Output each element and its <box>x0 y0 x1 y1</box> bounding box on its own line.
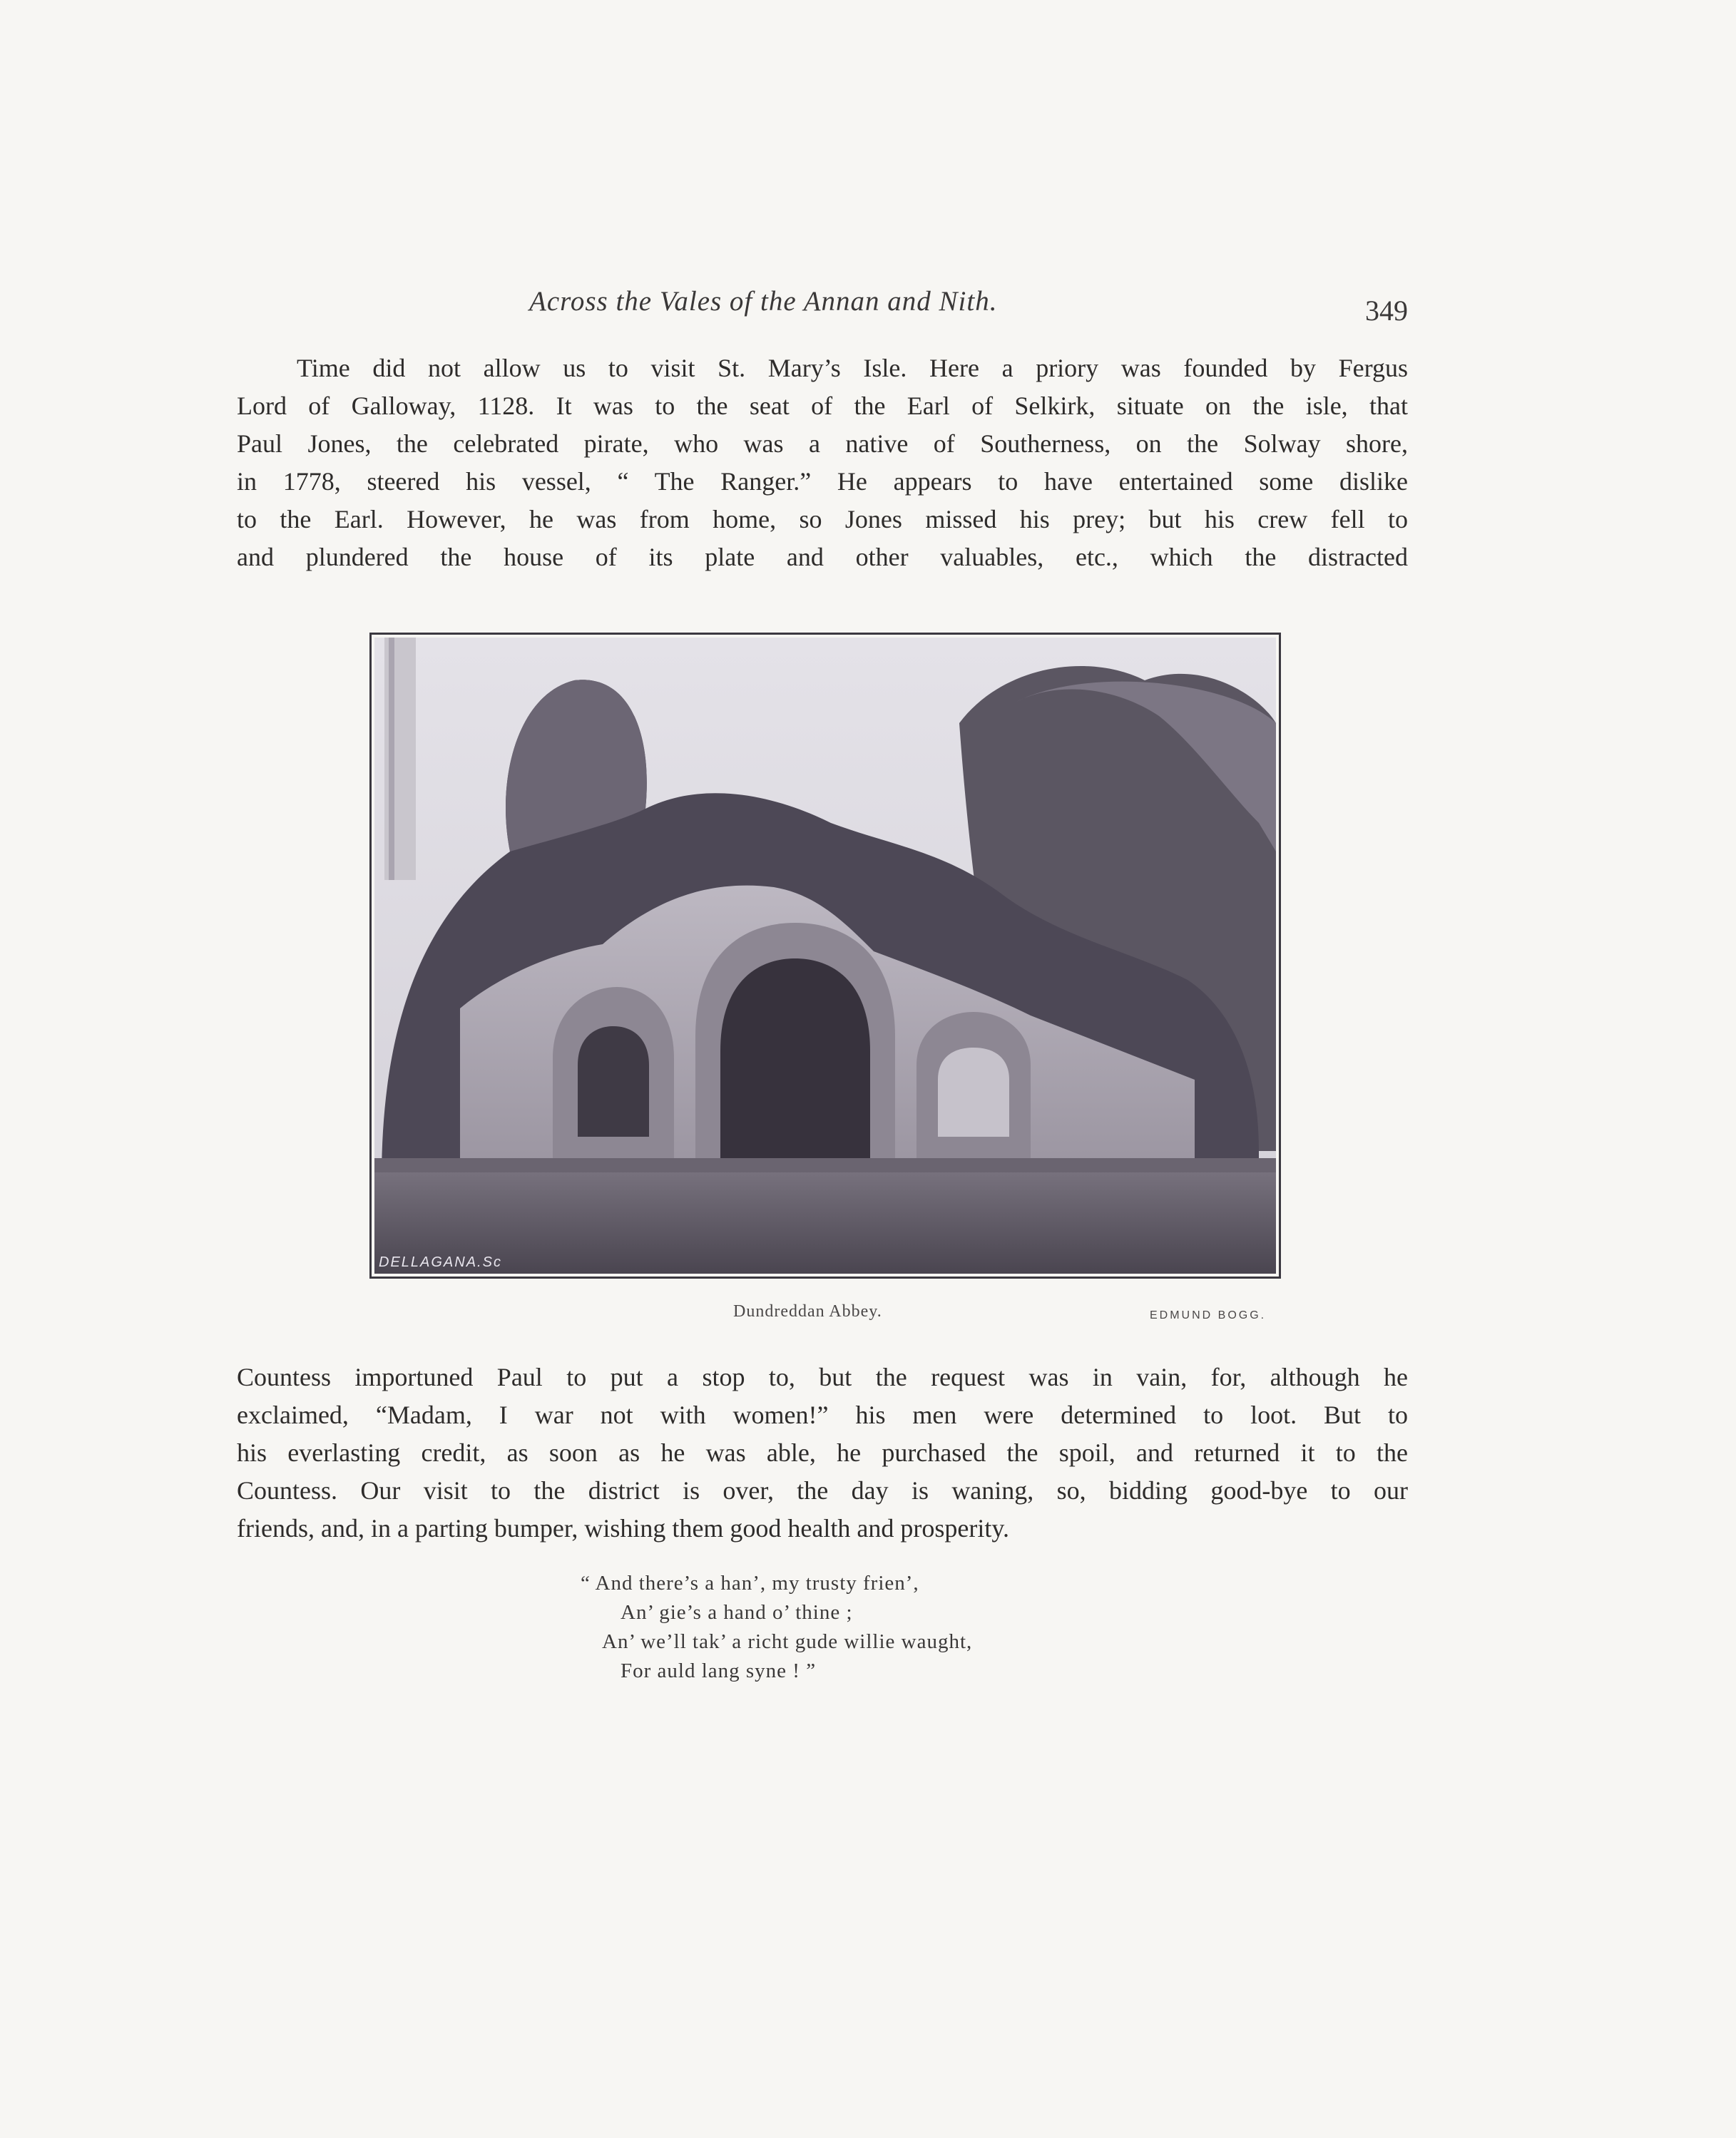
verse-quotation <box>581 1569 972 1686</box>
verse-line: An’ gie’s a hand o’ thine ; <box>621 1601 853 1624</box>
verse-line: For auld lang syne ! ” <box>621 1659 817 1682</box>
text-line: exclaimed, “Madam, I war not with women!” his men were determined to loot. But to <box>237 1401 1408 1429</box>
engraver-mark: DELLAGANA.Sc <box>379 1254 502 1270</box>
text-line: and plundered the house of its plate and other valuables, etc., which the distracted <box>237 543 1408 571</box>
running-head <box>237 285 1408 328</box>
figure-credit: EDMUND BOGG. <box>1150 1309 1267 1321</box>
paragraph-2 <box>237 1359 1408 1548</box>
abbey-photograph <box>369 633 1281 1279</box>
text-line: Lord of Galloway, 1128. It was to the seat of the Earl of Selkirk, situate on the isle, that <box>237 392 1408 420</box>
paragraph-1 <box>237 349 1408 576</box>
page-number: 349 <box>1365 295 1408 327</box>
text-line: to the Earl. However, he was from home, so Jones missed his prey; but his crew fell to <box>237 505 1408 533</box>
text-line: Countess. Our visit to the district is over, the day is waning, so, bidding good-bye to our <box>237 1476 1408 1505</box>
text-line: Time did not allow us to visit St. Mary’s Isle. Here a priory was founded by Fergus <box>297 354 1408 382</box>
text-line: in 1778, steered his vessel, “ The Ranger.” He appears to have entertained some dislike <box>237 467 1408 496</box>
photograph-image <box>374 638 1276 1274</box>
verse-line: “ And there’s a han’, my trusty frien’, <box>581 1572 919 1595</box>
text-line: friends, and, in a parting bumper, wishing them good health and prosperity. <box>237 1514 1009 1543</box>
text-line: Countess importuned Paul to put a stop to, but the request was in vain, for, although he <box>237 1363 1408 1391</box>
text-line: Paul Jones, the celebrated pirate, who was a native of Southerness, on the Solway shore, <box>237 429 1408 458</box>
figure-caption: Dundreddan Abbey. <box>733 1302 882 1321</box>
text-line: his everlasting credit, as soon as he was able, he purchased the spoil, and returned it to the <box>237 1438 1408 1467</box>
verse-line: An’ we’ll tak’ a richt gude willie waught, <box>602 1630 973 1653</box>
running-title: Across the Vales of the Annan and Nith. <box>529 286 998 317</box>
